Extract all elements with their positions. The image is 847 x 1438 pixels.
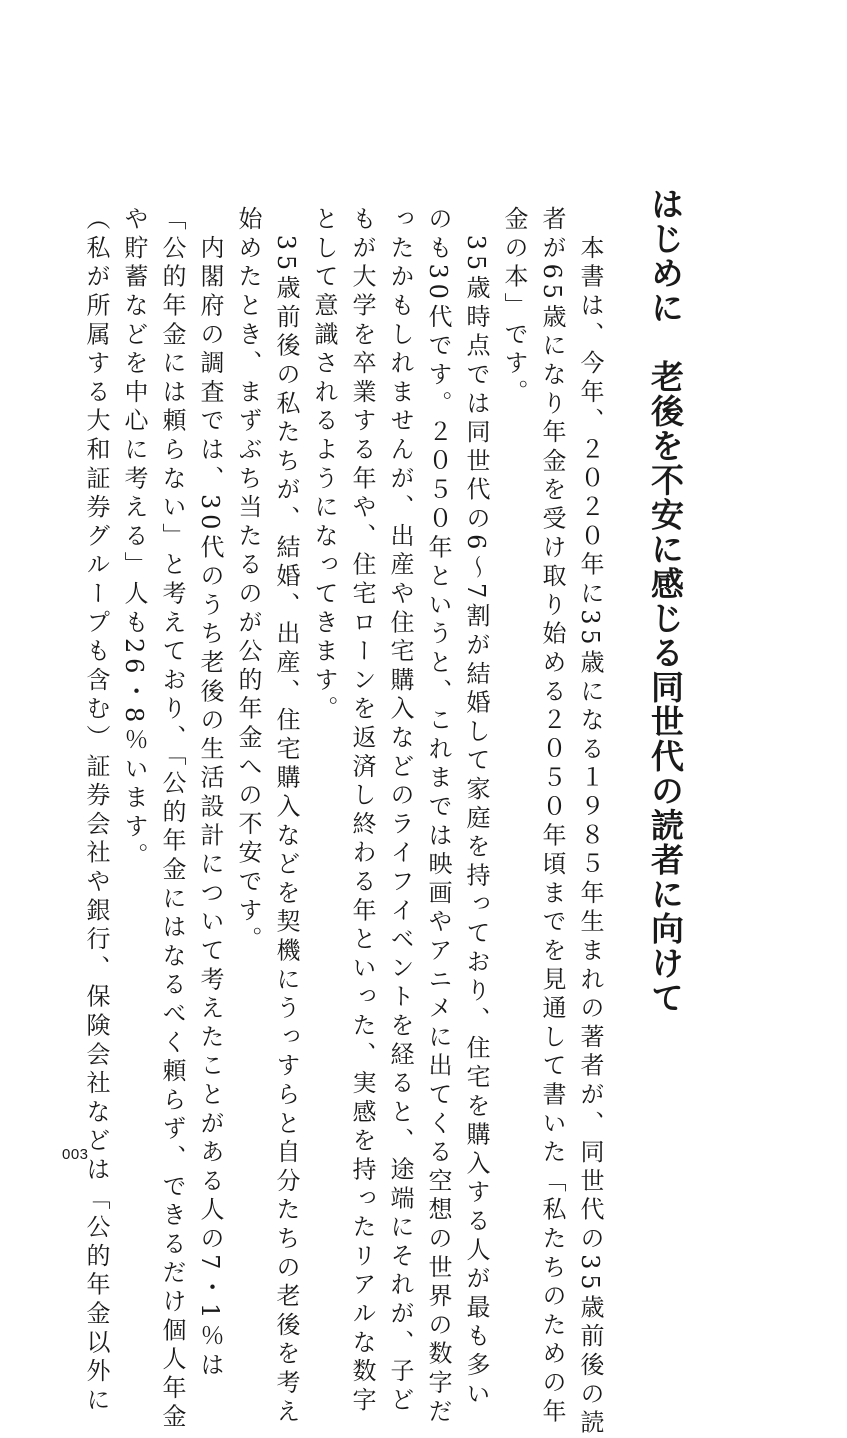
body-line: 35歳前後の私たちが、結婚、出産、住宅購入などを契機にうっすらと自分たちの老後を考え bbox=[272, 206, 300, 1427]
body-line: 35歳時点では同世代の6～7割が結婚して家庭を持っており、住宅を購入する人が最も多い bbox=[462, 206, 490, 1410]
body-line: 始めたとき、まずぶち当たるのが公的年金への不安です。 bbox=[234, 206, 262, 955]
body-line: ったかもしれませんが、出産や住宅購入などのライフイベントを経ると、途端にそれが、子ど bbox=[386, 206, 414, 1416]
body-line: もが大学を卒業する年や、住宅ローンを返済し終わる年といった、実感を持ったリアルな数字 bbox=[348, 206, 376, 1416]
body-line: のも30代です。２０５０年というと、これまでは映画やアニメに出てくる空想の世界の数字だ bbox=[424, 206, 452, 1427]
body-line: （私が所属する大和証券グループも含む）証券会社や銀行、保険会社などは「公的年金以外に bbox=[82, 206, 110, 1416]
page-number: 003 bbox=[62, 1146, 89, 1163]
body-line: 「公的年金には頼らない」と考えており、「公的年金にはなるべく頼らず、できるだけ個人年金 bbox=[158, 206, 186, 1433]
body-line: 者が65歳になり年金を受け取り始める２０５０年頃までを見通して書いた「私たちのための年 bbox=[538, 206, 566, 1427]
chapter-title: はじめに 老後を不安に感じる同世代の読者に向けて bbox=[646, 187, 685, 1015]
body-line: や貯蓄などを中心に考える」人も26・8％います。 bbox=[120, 206, 148, 872]
body-line: 内閣府の調査では、30代のうち老後の生活設計について考えたことがある人の7・1％は bbox=[196, 206, 224, 1381]
body-line: 本書は、今年、２０２０年に35歳になる１９８５年生まれの著者が、同世代の35歳前後の読 bbox=[576, 206, 604, 1438]
body-line: 金の本」です。 bbox=[500, 206, 528, 408]
body-line: として意識されるようになってきます。 bbox=[310, 206, 338, 725]
